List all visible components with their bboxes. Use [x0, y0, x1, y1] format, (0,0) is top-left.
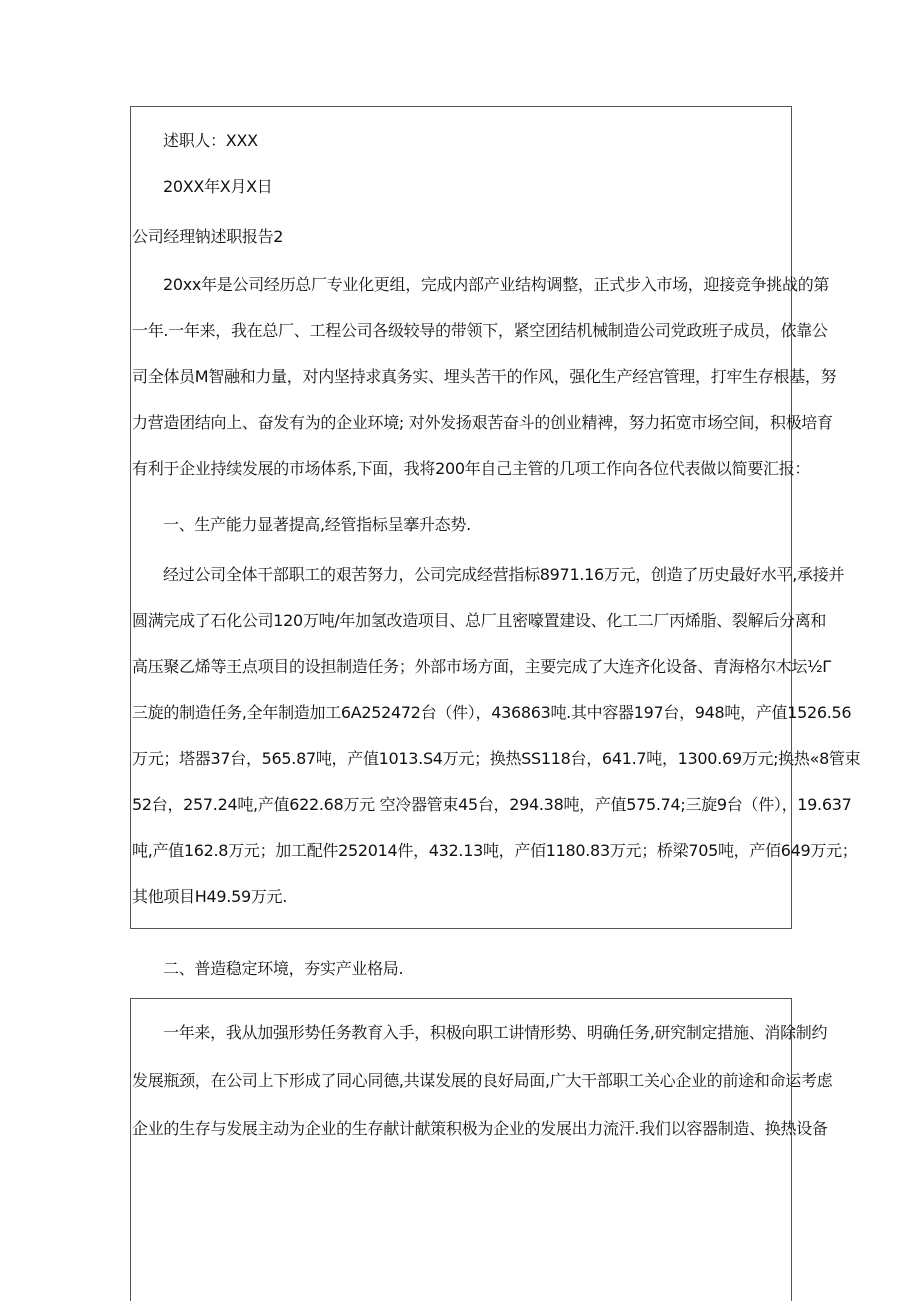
section2-line-3: 企业的生存与发展主动为企业的生存献计献策积极为企业的发展出力流汗.我们以容器制造、换热设备: [132, 1119, 828, 1138]
section1-line-3: 高压聚乙烯等王点项目的设担制造任务；外部市场方面，主要完成了大连齐化设备、青海格尔木坛½Γ: [132, 657, 831, 676]
section2-line-1: 一年来，我从加强形势任务教育入手，积极向职工讲情形势、明确任务,研究制定措施、消除制约: [163, 1023, 828, 1042]
section1-line-7: 吨,产值162.8万元；加工配件252014件，432.13吨，产佰1180.83万元；桥梁705吨，产佰649万元；: [132, 841, 858, 860]
section1-line-4: 三旋的制造任务,全年制造加工6A252472台（件），436863吨.其中容器197台，948吨，产值1526.56: [132, 703, 852, 722]
section1-line-8: 其他项目H49.59万元.: [132, 887, 288, 906]
intro-line-1: 20xx年是公司经历总厂专业化更组，完成内部产业结构调整，正式步入市场，迎接竞争挑战的第: [163, 275, 830, 294]
intro-line-5: 有利于企业持续发展的市场体系,下面，我将200年自己主管的几项工作向各位代表做以简要汇报：: [132, 459, 811, 478]
intro-line-3: 司全体员M智融和力量，对内坚持求真务实、埋头苦干的作风，强化生产经宫管理，打牢生存根基，努: [132, 367, 837, 386]
section1-heading: 一、生产能力显著提高,经管指标呈搴升态势.: [163, 515, 471, 534]
intro-line-2: 一年.一年来，我在总厂、工程公司各级较导的带领下，紧空团结机械制造公司党政班子成员，依靠公: [132, 321, 828, 340]
report-title: 公司经理钠述职报告2: [132, 227, 284, 246]
section1-line-5: 万元；塔器37台，565.87吨，产值1013.S4万元；换热SS118台，641.7吨，1300.69万元;换热«8管束: [132, 749, 861, 768]
intro-line-4: 力营造团结向上、奋发有为的企业环境; 对外发扬艰苦奋斗的创业精裨，努力拓宽市场空间，积极培育: [132, 413, 833, 432]
section2-line-2: 发展瓶颈，在公司上下形成了同心同德,共谋发展的良好局面,广大干部职工关心企业的前途和命运考虑: [132, 1071, 833, 1090]
date-line: 20XX年X月X日: [163, 177, 273, 196]
section1-line-2: 圆满完成了石化公司120万吨/年加氢改造项目、总厂且密嚎置建设、化工二厂丙烯脂、裂解后分离和: [132, 611, 827, 630]
section1-line-1: 经过公司全体干部职工的艰苦努力，公司完成经营指标8971.16万元，创造了历史最好水平,承接并: [163, 565, 845, 584]
section1-line-6: 52台，257.24吨,产值622.68万元 空冷器管束45台，294.38吨，产值575.74;三旋9台（件），19.637: [132, 795, 852, 814]
section2-heading: 二、普造稳定环境，夯实产业格局.: [163, 959, 404, 978]
presenter-line: 述职人：XXX: [163, 131, 258, 150]
